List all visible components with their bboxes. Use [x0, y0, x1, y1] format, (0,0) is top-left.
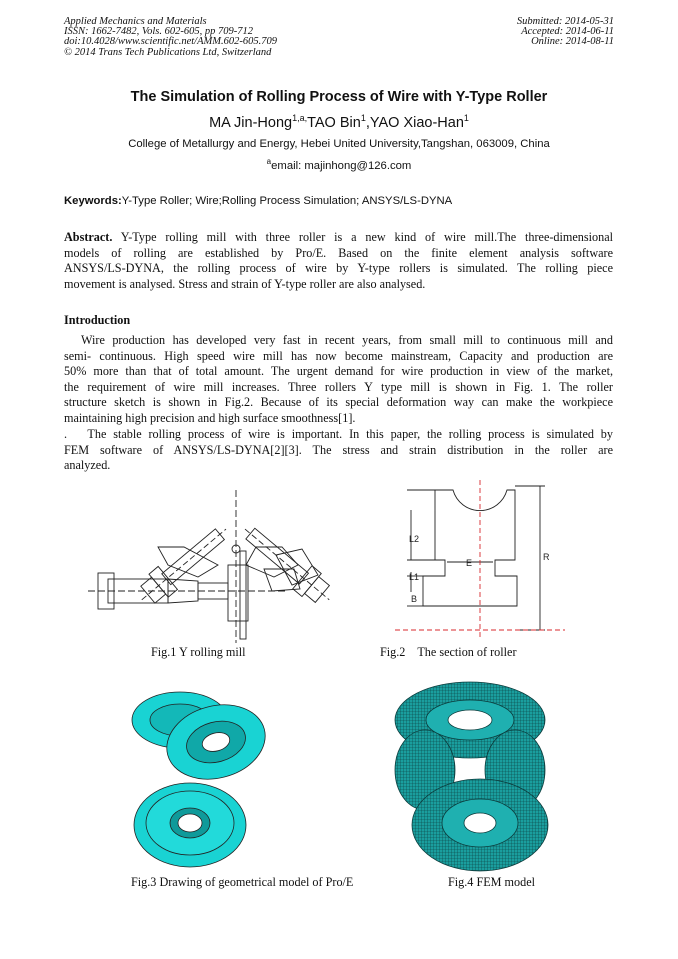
figure-1-caption: Fig.1 Y rolling mill [151, 645, 246, 659]
dates-header [517, 17, 614, 48]
author-2: TAO Bin [307, 114, 361, 131]
intro-line: FEM software of ANSYS/LS-DYNA[2][3]. The stress and strain distribution in the roller are [64, 442, 613, 457]
online-date: Online: 2014-08-11 [531, 36, 614, 48]
author-list [0, 113, 678, 131]
intro-line: structure sketch is shown in Fig.2. Because of its special deformation way can make the workpiece [64, 395, 613, 410]
label-e: E [466, 558, 473, 568]
author-1-affil: 1,a, [292, 113, 308, 123]
author-3-affil: 1 [463, 113, 469, 123]
author-1: MA Jin-Hong [209, 114, 293, 131]
intro-paragraph-1 [64, 333, 613, 427]
figure-3-proe-model [120, 680, 280, 875]
figure-2-roller-section [395, 480, 565, 642]
abstract-line: Abstract. Y-Type rolling mill with three roller is a new kind of wire mill.The three-dimensional [64, 230, 613, 244]
figure-4-caption: Fig.4 FEM model [448, 875, 536, 889]
intro-paragraph-2 [64, 427, 613, 474]
label-l1: L1 [409, 572, 420, 582]
keywords-label: Keywords: [64, 195, 122, 207]
email-sup: a [266, 157, 272, 166]
author-3: ,YAO Xiao-Han [365, 114, 464, 131]
intro-line: semi- continuous. High speed wire mill has now become mainstream, Capacity and production are [64, 348, 613, 363]
section-heading-introduction: Introduction [64, 313, 131, 327]
intro-line: . The stable rolling process of wire is important. In this paper, the rolling process is simulated by [64, 427, 613, 441]
intro-line: the requirement of wire mill increases. Three rollers Y type mill is shown in Fig. 1. The roller [64, 379, 613, 394]
submitted-date: Submitted: 2014-05-31 [516, 16, 614, 27]
label-l2: L2 [409, 534, 420, 544]
intro-line: analyzed. [64, 458, 111, 473]
abstract [64, 230, 613, 292]
abstract-line: ANSYS/LS-DYNA, the rolling process of wire by Y-type rollers is simulated. The rolling piece [64, 261, 613, 276]
affiliation: College of Metallurgy and Energy, Hebei United University,Tangshan, 063009, China [128, 138, 550, 150]
journal-name: Applied Mechanics and Materials [64, 16, 207, 27]
figure-3-caption: Fig.3 Drawing of geometrical model of Pro/E [131, 875, 354, 889]
intro-line: 50% more than that of total amount. The urgent demand for wire production in view of the market, [64, 364, 613, 379]
accepted-date: Accepted: 2014-06-11 [521, 26, 614, 38]
label-r: R [543, 552, 550, 562]
author-2-affil: 1 [360, 113, 366, 123]
email-text: email: majinhong@126.com [271, 159, 412, 172]
figure-4-fem-model [385, 675, 565, 875]
doi-line: doi:10.4028/www.scientific.net/AMM.602-605.709 [64, 36, 277, 48]
copyright-line: © 2014 Trans Tech Publications Ltd, Switzerland [64, 46, 272, 58]
intro-line: maintaining high precision and high surface smoothness[1]. [64, 410, 356, 425]
label-b: B [411, 594, 418, 604]
abstract-label: Abstract. [64, 230, 113, 244]
abstract-line: models of rolling are established by Pro/E. Based on the finite element analysis software [64, 245, 613, 260]
issn-line: ISSN: 1662-7482, Vols. 602-605, pp 709-712 [64, 26, 253, 38]
figure-1-y-rolling-mill [88, 485, 338, 645]
keywords-text: Y-Type Roller; Wire;Rolling Process Simulation; ANSYS/LS-DYNA [121, 195, 453, 207]
paper-title: The Simulation of Rolling Process of Wire with Y-Type Roller [130, 89, 548, 105]
figure-2-caption: Fig.2 The section of roller [380, 645, 517, 659]
journal-header [64, 17, 277, 58]
email-line [0, 157, 678, 172]
abstract-line: movement is analysed. Stress and strain of Y-type roller are also analysed. [64, 276, 426, 291]
keywords [64, 195, 452, 207]
intro-line: Wire production has developed very fast in recent years, from small mill to continuous mill and [81, 333, 613, 347]
